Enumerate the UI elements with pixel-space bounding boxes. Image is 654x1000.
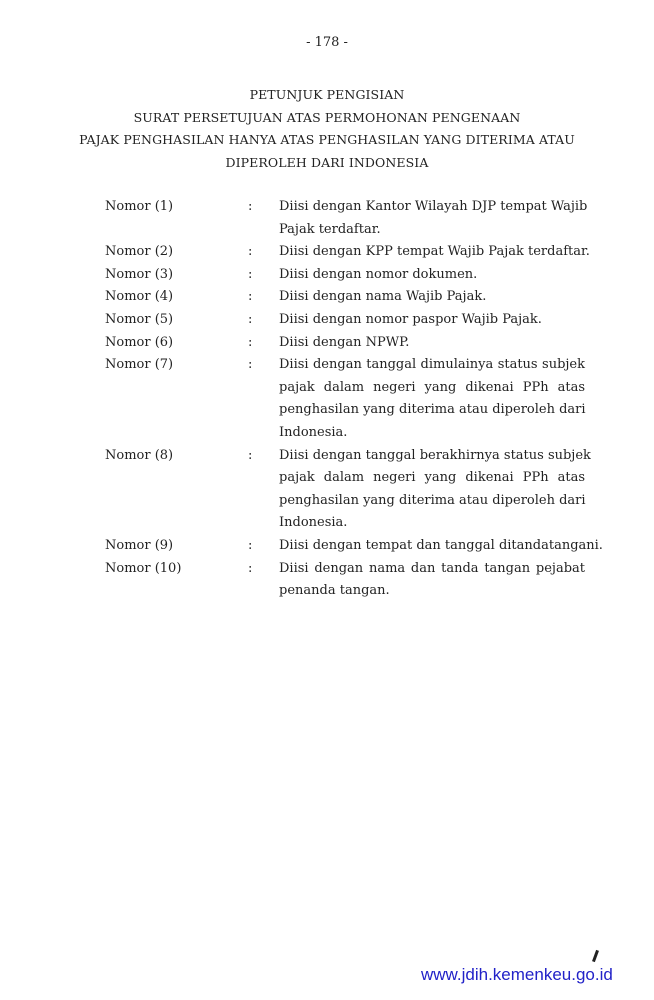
- description-line: Diisi dengan tanggal berakhirnya status subjek: [279, 447, 591, 463]
- row-separator: :: [248, 311, 253, 327]
- instruction-row: [105, 354, 585, 444]
- document-title: [0, 84, 654, 175]
- footer-url[interactable]: www.jdih.kemenkeu.go.id: [421, 965, 613, 984]
- row-separator: :: [248, 560, 253, 576]
- page-number: - 178 -: [306, 35, 348, 50]
- row-description: [279, 535, 603, 558]
- instruction-list: [105, 196, 603, 603]
- description-line: Diisi dengan nama dan tanda tangan pejabat: [279, 560, 585, 576]
- row-label: Nomor (1): [105, 199, 174, 214]
- title-line: PAJAK PENGHASILAN HANYA ATAS PENGHASILAN YANG DITERIMA ATAU: [79, 132, 575, 148]
- row-description: [279, 332, 585, 355]
- instruction-row: [105, 286, 585, 309]
- row-description: [279, 241, 590, 264]
- description-line: Diisi dengan Kantor Wilayah DJP tempat Wajib: [279, 199, 588, 214]
- instruction-row: [105, 309, 585, 332]
- row-separator: :: [248, 289, 253, 305]
- instruction-row: [105, 558, 585, 603]
- description-line: Indonesia.: [279, 515, 348, 531]
- row-label: Nomor (4): [105, 289, 174, 305]
- row-separator: :: [248, 334, 253, 350]
- row-separator: :: [248, 447, 253, 463]
- instruction-row: [105, 264, 585, 287]
- row-label: Nomor (8): [105, 447, 174, 463]
- title-line: SURAT PERSETUJUAN ATAS PERMOHONAN PENGENAAN: [133, 109, 521, 125]
- description-line: Diisi dengan tanggal dimulainya status subjek: [279, 357, 585, 373]
- description-line: penghasilan yang diterima atau diperoleh dari: [279, 402, 586, 418]
- description-line: penanda tangan.: [279, 583, 390, 599]
- row-separator: :: [248, 357, 253, 373]
- description-line: Diisi dengan tempat dan tanggal ditandatangani.: [279, 537, 603, 553]
- row-separator: :: [248, 244, 253, 260]
- description-line: Diisi dengan KPP tempat Wajib Pajak terdaftar.: [279, 244, 590, 260]
- row-separator: :: [248, 537, 253, 553]
- row-description: [279, 196, 588, 241]
- row-separator: :: [248, 266, 253, 282]
- description-line: Diisi dengan nama Wajib Pajak.: [279, 289, 487, 305]
- title-line: DIPEROLEH DARI INDONESIA: [225, 155, 429, 171]
- row-label: Nomor (3): [105, 266, 174, 282]
- description-line: Diisi dengan nomor dokumen.: [279, 266, 478, 282]
- row-label: Nomor (6): [105, 334, 174, 350]
- row-description: [279, 354, 585, 444]
- row-separator: :: [248, 199, 253, 214]
- description-line: Indonesia.: [279, 424, 348, 440]
- row-description: [279, 558, 585, 603]
- row-label: Nomor (7): [105, 357, 174, 373]
- instruction-row: [105, 241, 590, 264]
- description-line: penghasilan yang diterima atau diperoleh dari: [279, 492, 586, 508]
- row-label: Nomor (10): [105, 560, 182, 576]
- instruction-row: [105, 535, 603, 558]
- description-line: Pajak terdaftar.: [279, 221, 381, 237]
- description-line: pajak dalam negeri yang dikenai PPh atas: [279, 470, 585, 486]
- title-line: PETUNJUK PENGISIAN: [249, 87, 405, 102]
- row-description: [279, 309, 585, 332]
- row-label: Nomor (2): [105, 244, 174, 260]
- description-line: Diisi dengan NPWP.: [279, 334, 410, 350]
- instruction-row: [105, 196, 588, 241]
- paraf-mark: [592, 950, 599, 962]
- row-label: Nomor (9): [105, 537, 174, 553]
- instruction-row: [105, 332, 585, 355]
- description-line: Diisi dengan nomor paspor Wajib Pajak.: [279, 311, 542, 327]
- instruction-row: [105, 445, 591, 535]
- description-line: pajak dalam negeri yang dikenai PPh atas: [279, 379, 585, 395]
- row-description: [279, 445, 591, 535]
- row-description: [279, 286, 585, 309]
- row-description: [279, 264, 585, 287]
- row-label: Nomor (5): [105, 311, 174, 327]
